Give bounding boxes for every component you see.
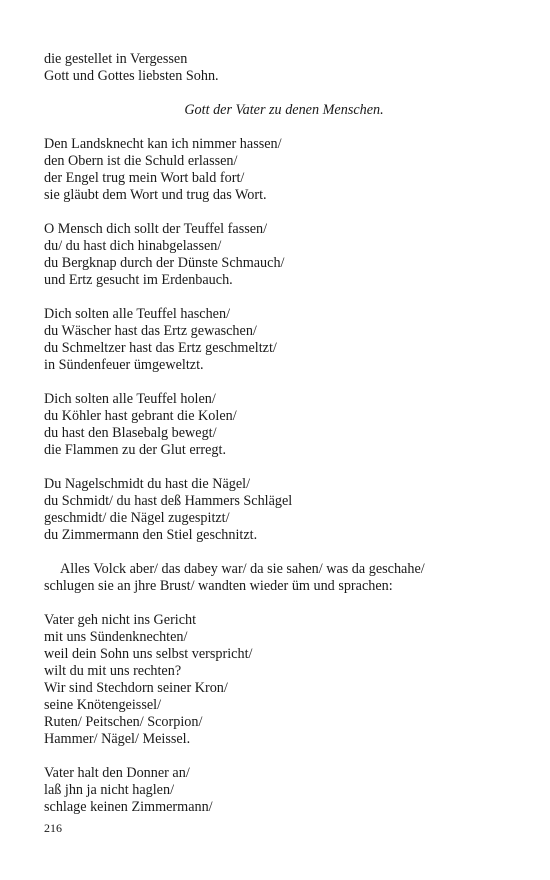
page-text [44, 51, 514, 833]
verse-line: der Engel trug mein Wort bald fort/ [44, 170, 245, 186]
stanza [44, 612, 514, 748]
verse-line: du hast den Blasebalg bewegt/ [44, 425, 217, 441]
stanza [44, 306, 514, 374]
verse-line: du Schmidt/ du hast deß Hammers Schlägel [44, 493, 293, 509]
prose-paragraph [44, 561, 514, 595]
verse-line: Du Nagelschmidt du hast die Nägel/ [44, 476, 251, 492]
verse-line: weil dein Sohn uns selbst verspricht/ [44, 646, 253, 662]
verse-line: Vater halt den Donner an/ [44, 765, 190, 781]
verse-line: den Obern ist die Schuld erlassen/ [44, 153, 238, 169]
verse-line: wilt du mit uns rechten? [44, 663, 182, 679]
verse-line: die gestellet in Vergessen [44, 51, 188, 67]
verse-line: Wir sind Stechdorn seiner Kron/ [44, 680, 228, 696]
verse-line: Dich solten alle Teuffel holen/ [44, 391, 216, 407]
opening-lines [44, 51, 514, 85]
verse-line: in Sündenfeuer ümgeweltzt. [44, 357, 204, 373]
verse-line: Vater geh nicht ins Gericht [44, 612, 197, 628]
stanza [44, 765, 514, 816]
verse-line: du Köhler hast gebrant die Kolen/ [44, 408, 237, 424]
stanza [44, 136, 514, 204]
prose-line: schlugen sie an jhre Brust/ wandten wieder üm und sprachen: [44, 578, 393, 594]
verse-line: laß jhn ja nicht haglen/ [44, 782, 175, 798]
verse-line: Hammer/ Nägel/ Meissel. [44, 731, 191, 747]
verse-line: Gott und Gottes liebsten Sohn. [44, 68, 219, 84]
verse-line: mit uns Sündenknechten/ [44, 629, 188, 645]
verse-line: geschmidt/ die Nägel zugespitzt/ [44, 510, 230, 526]
stanza [44, 391, 514, 459]
verse-line: schlage keinen Zimmermann/ [44, 799, 213, 815]
verse-line: Den Landsknecht kan ich nimmer hassen/ [44, 136, 282, 152]
page-number: 216 [44, 821, 62, 835]
section-heading: Gott der Vater zu denen Menschen. [184, 102, 384, 118]
prose-line: Alles Volck aber/ das dabey war/ da sie sahen/ was da geschahe/ [60, 561, 425, 577]
verse-line: Dich solten alle Teuffel haschen/ [44, 306, 231, 322]
verse-line: du Zimmermann den Stiel geschnitzt. [44, 527, 258, 543]
stanza [44, 476, 514, 544]
verse-line: du Wäscher hast das Ertz gewaschen/ [44, 323, 257, 339]
verse-line: und Ertz gesucht im Erdenbauch. [44, 272, 233, 288]
verse-line: du/ du hast dich hinabgelassen/ [44, 238, 222, 254]
verse-line: du Schmeltzer hast das Ertz geschmeltzt/ [44, 340, 277, 356]
verse-line: sie gläubt dem Wort und trug das Wort. [44, 187, 267, 203]
verse-line: du Bergknap durch der Dünste Schmauch/ [44, 255, 285, 271]
verse-line: Ruten/ Peitschen/ Scorpion/ [44, 714, 203, 730]
stanza [44, 221, 514, 289]
verse-line: die Flammen zu der Glut erregt. [44, 442, 227, 458]
verse-line: O Mensch dich sollt der Teuffel fassen/ [44, 221, 268, 237]
verse-line: seine Knötengeissel/ [44, 697, 162, 713]
